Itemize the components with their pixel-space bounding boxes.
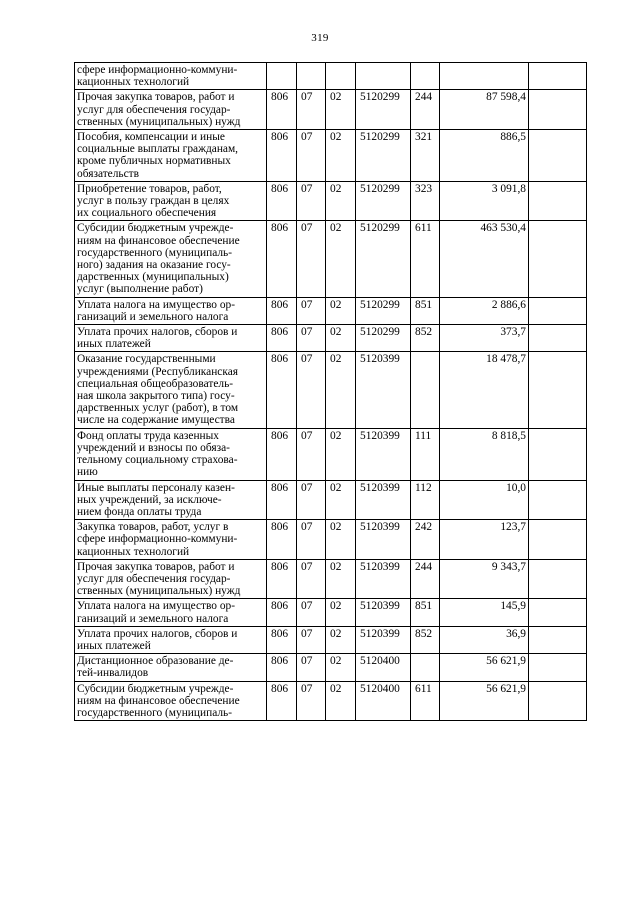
row-section-code: 07 — [297, 90, 326, 130]
row-amount: 56 621,9 — [440, 681, 529, 721]
row-description: Уплата налога на имущество ор- ганизаций и земельного налога — [75, 297, 267, 324]
row-extra-cell — [529, 428, 587, 480]
row-subsection-code: 02 — [326, 90, 356, 130]
row-target-article-code: 5120299 — [356, 221, 411, 297]
row-target-article-code: 5120399 — [356, 428, 411, 480]
table-row — [75, 63, 587, 90]
row-extra-cell — [529, 520, 587, 560]
row-description: Субсидии бюджетным учрежде- ниям на финансовое обеспечение государственного (муниципаль- — [75, 681, 267, 721]
table-row — [75, 325, 587, 352]
row-target-article-code: 5120399 — [356, 559, 411, 599]
row-expense-type-code: 111 — [411, 428, 440, 480]
row-subsection-code: 02 — [326, 559, 356, 599]
row-description: Пособия, компенсации и иные социальные выплаты гражданам, кроме публичных нормативных обязательств — [75, 130, 267, 182]
row-department-code: 806 — [267, 428, 297, 480]
row-target-article-code: 5120399 — [356, 480, 411, 520]
row-description: Уплата прочих налогов, сборов и иных платежей — [75, 325, 267, 352]
row-department-code: 806 — [267, 221, 297, 297]
row-department-code: 806 — [267, 297, 297, 324]
row-target-article-code: 5120400 — [356, 681, 411, 721]
row-description: Закупка товаров, работ, услуг в сфере информационно-коммуни- кационных технологий — [75, 520, 267, 560]
row-subsection-code: 02 — [326, 297, 356, 324]
row-subsection-code: 02 — [326, 626, 356, 653]
row-department-code: 806 — [267, 130, 297, 182]
row-extra-cell — [529, 480, 587, 520]
row-section-code: 07 — [297, 130, 326, 182]
row-target-article-code: 5120299 — [356, 297, 411, 324]
row-description: Фонд оплаты труда казенных учреждений и взносы по обяза- тельному социальному страхова- нию — [75, 428, 267, 480]
row-description: Прочая закупка товаров, работ и услуг для обеспечения государ- ственных (муниципальных) нужд — [75, 559, 267, 599]
row-target-article-code: 5120399 — [356, 626, 411, 653]
row-target-article-code: 5120399 — [356, 352, 411, 428]
table-row — [75, 654, 587, 681]
page-number: 319 — [311, 32, 329, 44]
row-section-code: 07 — [297, 428, 326, 480]
row-expense-type-code: 611 — [411, 681, 440, 721]
row-extra-cell — [529, 63, 587, 90]
row-department-code: 806 — [267, 654, 297, 681]
row-extra-cell — [529, 559, 587, 599]
table-body — [75, 63, 587, 721]
row-description: Прочая закупка товаров, работ и услуг для обеспечения государ- ственных (муниципальных) нужд — [75, 90, 267, 130]
row-expense-type-code: 852 — [411, 626, 440, 653]
row-extra-cell — [529, 599, 587, 626]
row-amount: 373,7 — [440, 325, 529, 352]
row-subsection-code: 02 — [326, 181, 356, 221]
row-expense-type-code — [411, 654, 440, 681]
row-section-code: 07 — [297, 181, 326, 221]
row-target-article-code — [356, 63, 411, 90]
row-subsection-code: 02 — [326, 480, 356, 520]
row-target-article-code: 5120299 — [356, 90, 411, 130]
row-department-code: 806 — [267, 90, 297, 130]
row-subsection-code: 02 — [326, 681, 356, 721]
row-description: Субсидии бюджетным учрежде- ниям на финансовое обеспечение государственного (муниципаль- ного) задания на оказание госу- дарственных (муниципальных) услуг (выполнение работ) — [75, 221, 267, 297]
row-extra-cell — [529, 325, 587, 352]
row-expense-type-code: 851 — [411, 297, 440, 324]
row-amount: 145,9 — [440, 599, 529, 626]
row-department-code — [267, 63, 297, 90]
row-amount: 8 818,5 — [440, 428, 529, 480]
table-row — [75, 428, 587, 480]
row-section-code: 07 — [297, 626, 326, 653]
table-row — [75, 90, 587, 130]
row-amount: 886,5 — [440, 130, 529, 182]
row-description: Уплата прочих налогов, сборов и иных платежей — [75, 626, 267, 653]
table-row — [75, 352, 587, 428]
row-section-code: 07 — [297, 221, 326, 297]
row-section-code: 07 — [297, 297, 326, 324]
row-target-article-code: 5120399 — [356, 520, 411, 560]
row-section-code: 07 — [297, 559, 326, 599]
row-amount: 36,9 — [440, 626, 529, 653]
row-amount: 10,0 — [440, 480, 529, 520]
table-row — [75, 221, 587, 297]
row-section-code: 07 — [297, 480, 326, 520]
row-expense-type-code: 242 — [411, 520, 440, 560]
row-expense-type-code: 244 — [411, 559, 440, 599]
row-target-article-code: 5120400 — [356, 654, 411, 681]
row-department-code: 806 — [267, 559, 297, 599]
table-row — [75, 559, 587, 599]
row-description: сфере информационно-коммуни- кационных технологий — [75, 63, 267, 90]
row-department-code: 806 — [267, 520, 297, 560]
row-target-article-code: 5120399 — [356, 599, 411, 626]
row-expense-type-code: 244 — [411, 90, 440, 130]
row-department-code: 806 — [267, 599, 297, 626]
row-subsection-code: 02 — [326, 428, 356, 480]
row-description: Приобретение товаров, работ, услуг в пользу граждан в целях их социального обеспечения — [75, 181, 267, 221]
row-amount: 3 091,8 — [440, 181, 529, 221]
row-extra-cell — [529, 352, 587, 428]
row-section-code: 07 — [297, 325, 326, 352]
row-expense-type-code: 323 — [411, 181, 440, 221]
row-expense-type-code: 321 — [411, 130, 440, 182]
table-row — [75, 520, 587, 560]
row-target-article-code: 5120299 — [356, 325, 411, 352]
row-department-code: 806 — [267, 352, 297, 428]
row-amount: 56 621,9 — [440, 654, 529, 681]
row-department-code: 806 — [267, 325, 297, 352]
row-expense-type-code: 851 — [411, 599, 440, 626]
table-row — [75, 297, 587, 324]
row-department-code: 806 — [267, 480, 297, 520]
row-extra-cell — [529, 181, 587, 221]
row-amount: 9 343,7 — [440, 559, 529, 599]
row-subsection-code: 02 — [326, 599, 356, 626]
row-amount — [440, 63, 529, 90]
row-section-code — [297, 63, 326, 90]
budget-table — [74, 62, 587, 721]
row-expense-type-code: 611 — [411, 221, 440, 297]
row-amount: 123,7 — [440, 520, 529, 560]
row-section-code: 07 — [297, 520, 326, 560]
table-row — [75, 480, 587, 520]
row-description: Иные выплаты персоналу казен- ных учреждений, за исключе- нием фонда оплаты труда — [75, 480, 267, 520]
table-row — [75, 599, 587, 626]
row-amount: 18 478,7 — [440, 352, 529, 428]
row-description: Дистанционное образование де- тей-инвалидов — [75, 654, 267, 681]
row-target-article-code: 5120299 — [356, 130, 411, 182]
row-extra-cell — [529, 626, 587, 653]
row-extra-cell — [529, 90, 587, 130]
row-subsection-code: 02 — [326, 325, 356, 352]
row-amount: 2 886,6 — [440, 297, 529, 324]
row-extra-cell — [529, 681, 587, 721]
row-subsection-code: 02 — [326, 130, 356, 182]
row-section-code: 07 — [297, 352, 326, 428]
row-expense-type-code — [411, 63, 440, 90]
row-department-code: 806 — [267, 626, 297, 653]
row-subsection-code: 02 — [326, 352, 356, 428]
row-expense-type-code — [411, 352, 440, 428]
row-department-code: 806 — [267, 181, 297, 221]
row-extra-cell — [529, 654, 587, 681]
row-extra-cell — [529, 297, 587, 324]
table-row — [75, 626, 587, 653]
row-section-code: 07 — [297, 599, 326, 626]
table-row — [75, 681, 587, 721]
row-subsection-code: 02 — [326, 520, 356, 560]
row-extra-cell — [529, 221, 587, 297]
row-description: Оказание государственными учреждениями (Республиканская специальная общеобразователь- ная школа закрытого типа) госу- дарственных услуг (работ), в том числе на содержание имущества — [75, 352, 267, 428]
row-section-code: 07 — [297, 654, 326, 681]
row-amount: 463 530,4 — [440, 221, 529, 297]
row-target-article-code: 5120299 — [356, 181, 411, 221]
row-department-code: 806 — [267, 681, 297, 721]
row-description: Уплата налога на имущество ор- ганизаций и земельного налога — [75, 599, 267, 626]
row-section-code: 07 — [297, 681, 326, 721]
row-extra-cell — [529, 130, 587, 182]
row-expense-type-code: 852 — [411, 325, 440, 352]
table-row — [75, 181, 587, 221]
row-subsection-code: 02 — [326, 221, 356, 297]
row-expense-type-code: 112 — [411, 480, 440, 520]
row-subsection-code — [326, 63, 356, 90]
row-subsection-code: 02 — [326, 654, 356, 681]
row-amount: 87 598,4 — [440, 90, 529, 130]
table-row — [75, 130, 587, 182]
